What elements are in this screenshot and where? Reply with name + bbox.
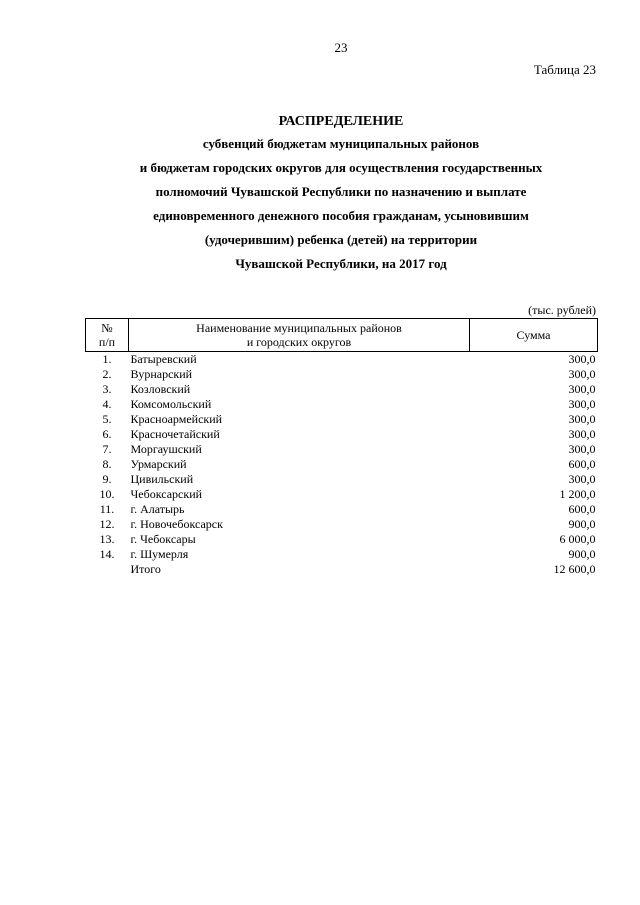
units-note: (тыс. рублей) <box>528 303 596 317</box>
table-row <box>86 532 598 547</box>
row-number: 9. <box>102 472 112 486</box>
row-sum: 900,0 <box>568 517 596 531</box>
header-name-line2: и городских округов <box>246 335 352 349</box>
row-sum: 300,0 <box>568 367 596 381</box>
table-row <box>86 547 598 562</box>
table-row <box>86 427 598 442</box>
heading-line: полномочий Чувашской Республики по назначению и выплате <box>155 184 527 199</box>
row-name: Моргаушский <box>130 442 202 456</box>
table-row <box>86 487 598 502</box>
table-row <box>86 382 598 397</box>
header-number-line1: № <box>101 321 113 335</box>
row-number: 2. <box>102 367 112 381</box>
heading-line: и бюджетам городских округов для осуществления государственных <box>139 160 543 175</box>
row-sum: 300,0 <box>568 352 596 366</box>
row-number: 10. <box>99 487 115 501</box>
row-number: 7. <box>102 442 112 456</box>
row-name: г. Новочебоксарск <box>130 517 223 531</box>
row-number: 3. <box>102 382 112 396</box>
header-number <box>86 319 129 352</box>
row-number: 6. <box>102 427 112 441</box>
row-sum: 600,0 <box>568 502 596 516</box>
row-name: г. Чебоксары <box>130 532 196 546</box>
row-name: Красноармейский <box>130 412 223 426</box>
table-header-row <box>86 319 598 352</box>
document-heading <box>0 111 640 276</box>
row-name: Урмарский <box>130 457 187 471</box>
row-sum: 300,0 <box>568 442 596 456</box>
row-sum: 300,0 <box>568 472 596 486</box>
row-sum: 300,0 <box>568 397 596 411</box>
table-row <box>86 457 598 472</box>
row-number: 8. <box>102 457 112 471</box>
row-name: Батыревский <box>130 352 197 366</box>
header-sum: Сумма <box>470 319 598 352</box>
row-sum: 300,0 <box>568 427 596 441</box>
document-title: РАСПРЕДЕЛЕНИЕ <box>278 114 404 129</box>
table-total-row <box>86 562 598 577</box>
table-row <box>86 502 598 517</box>
table-label: Таблица 23 <box>533 62 596 77</box>
row-name: Вурнарский <box>130 367 193 381</box>
row-number: 12. <box>99 517 115 531</box>
heading-line: Чувашской Республики, на 2017 год <box>235 256 447 271</box>
table-row <box>86 397 598 412</box>
table-row <box>86 412 598 427</box>
row-number: 14. <box>99 547 115 561</box>
row-number: 13. <box>99 532 115 546</box>
row-sum: 300,0 <box>568 382 596 396</box>
total-number-cell <box>86 562 129 577</box>
row-sum: 900,0 <box>568 547 596 561</box>
row-name: Козловский <box>130 382 191 396</box>
table-row <box>86 442 598 457</box>
row-sum: 1 200,0 <box>559 487 596 501</box>
total-sum: 12 600,0 <box>553 562 596 576</box>
distribution-table <box>85 318 598 577</box>
row-name: г. Алатырь <box>130 502 185 516</box>
row-sum: 6 000,0 <box>559 532 596 546</box>
table-row <box>86 517 598 532</box>
row-name: г. Шумерля <box>130 547 189 561</box>
row-name: Комсомольский <box>130 397 212 411</box>
header-number-line2: п/п <box>98 335 116 349</box>
row-number: 1. <box>102 352 112 366</box>
row-number: 4. <box>102 397 112 411</box>
row-number: 11. <box>99 502 115 516</box>
total-label: Итого <box>130 562 161 576</box>
heading-line: (удочерившим) ребенка (детей) на территории <box>204 232 478 247</box>
row-name: Чебоксарский <box>130 487 203 501</box>
table-row <box>86 367 598 382</box>
table-row <box>86 472 598 487</box>
row-number: 5. <box>102 412 112 426</box>
row-name: Красночетайский <box>130 427 220 441</box>
page-number: 23 <box>334 40 348 55</box>
row-sum: 600,0 <box>568 457 596 471</box>
row-name: Цивильский <box>130 472 194 486</box>
heading-line: субвенций бюджетам муниципальных районов <box>202 136 480 151</box>
row-sum: 300,0 <box>568 412 596 426</box>
header-name-line1: Наименование муниципальных районов <box>196 321 402 335</box>
heading-line: единовременного денежного пособия гражданам, усыновившим <box>153 208 529 223</box>
header-name <box>129 319 470 352</box>
table-row <box>86 352 598 368</box>
